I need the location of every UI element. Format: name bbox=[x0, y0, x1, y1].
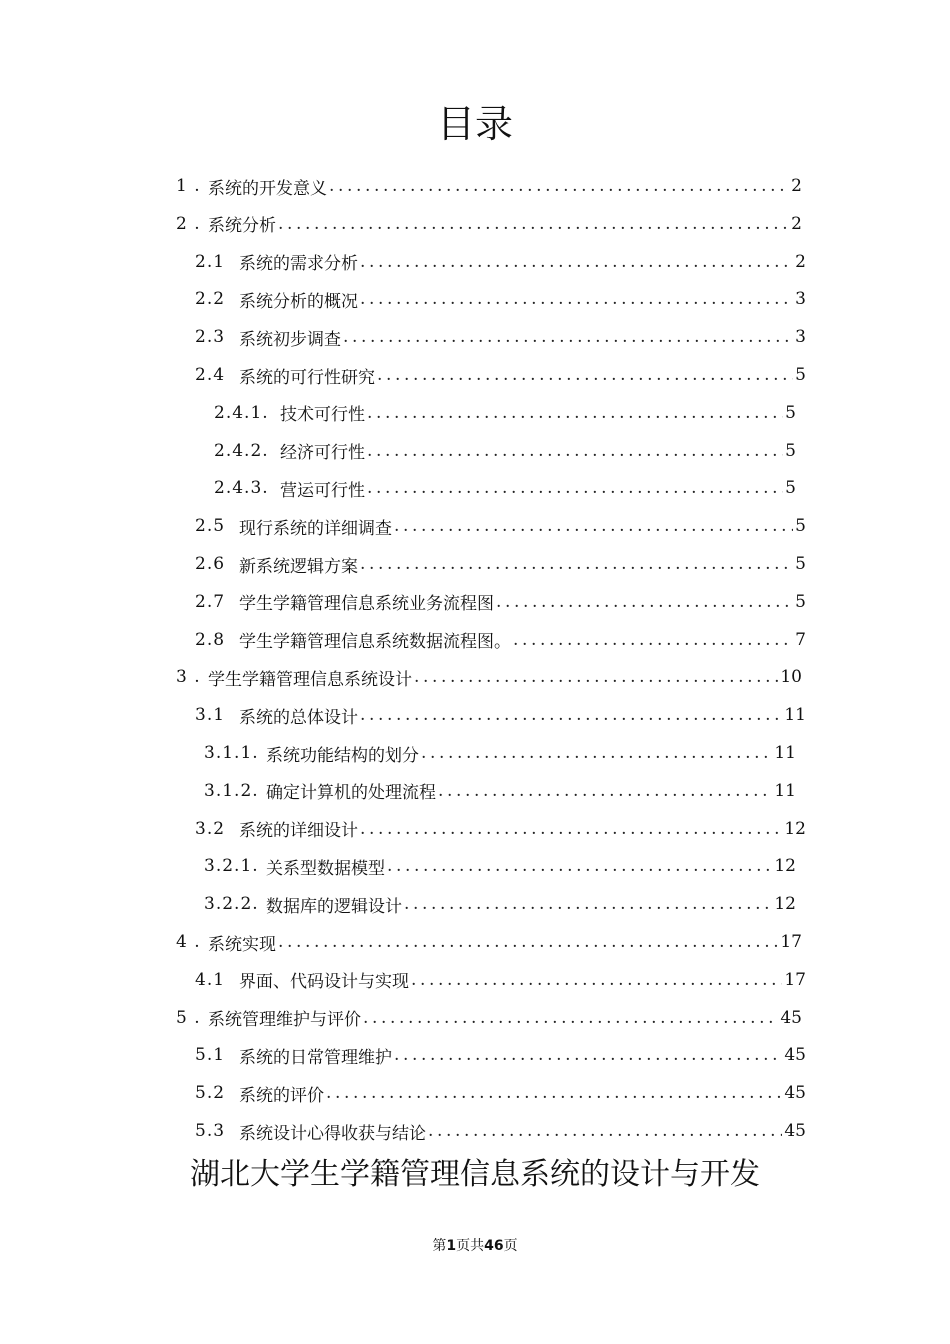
toc-entry-number: 5.3 bbox=[195, 1121, 226, 1141]
toc-entry-title: 系统初步调查 bbox=[239, 329, 341, 350]
toc-entry-title: 现行系统的详细调查 bbox=[239, 518, 392, 539]
toc-entry-title: 系统分析的概况 bbox=[239, 291, 358, 312]
toc-entry-number: 3.1 bbox=[195, 705, 226, 726]
toc-dot-leader bbox=[343, 327, 793, 347]
toc-entry-page: 12 bbox=[774, 856, 796, 877]
toc-entry-number: 3.2.2. bbox=[204, 894, 259, 915]
toc-dot-leader bbox=[428, 1121, 782, 1141]
toc-entry-number: 2.2 bbox=[195, 289, 226, 310]
toc-entry-number: 2 . bbox=[176, 213, 201, 234]
toc-entry-title: 系统的可行性研究 bbox=[239, 367, 375, 388]
toc-dot-leader bbox=[326, 1083, 782, 1103]
toc-entry-number: 2.1 bbox=[195, 251, 226, 272]
toc-dot-leader bbox=[394, 1045, 782, 1065]
toc-entry[interactable] bbox=[195, 583, 806, 621]
toc-entry-page: 11 bbox=[784, 705, 806, 726]
toc-dot-leader bbox=[367, 478, 783, 498]
toc-entry-page: 2 bbox=[791, 176, 802, 196]
toc-entry[interactable] bbox=[195, 318, 806, 356]
toc-entry[interactable] bbox=[176, 658, 802, 696]
toc-dot-leader bbox=[438, 781, 772, 801]
toc-entry-title: 系统实现 bbox=[208, 934, 276, 955]
toc-entry[interactable] bbox=[204, 734, 796, 772]
page-footer bbox=[0, 1236, 950, 1256]
toc-entry-number: 3 . bbox=[176, 667, 201, 688]
toc-entry-page: 11 bbox=[774, 743, 796, 763]
footer-total-pages: 46 bbox=[484, 1238, 504, 1254]
toc-entry-page: 5 bbox=[795, 554, 806, 574]
toc-entry-number: 2.7 bbox=[195, 591, 226, 612]
footer-prefix: 第 bbox=[432, 1238, 447, 1254]
toc-entry-number: 2.8 bbox=[195, 629, 226, 650]
toc-dot-leader bbox=[404, 894, 772, 914]
toc-entry-title: 系统设计心得收获与结论 bbox=[239, 1123, 426, 1144]
toc-entry-page: 2 bbox=[791, 213, 802, 234]
toc-entry-number: 3.2.1. bbox=[204, 856, 259, 877]
toc-entry[interactable] bbox=[214, 394, 796, 432]
toc-entry[interactable] bbox=[195, 1112, 806, 1150]
toc-dot-leader bbox=[421, 743, 772, 763]
toc-entry-page: 7 bbox=[795, 629, 806, 650]
toc-entry-page: 5 bbox=[785, 402, 796, 423]
toc-dot-leader bbox=[278, 214, 789, 234]
toc-entry-title: 系统分析 bbox=[208, 216, 276, 237]
toc-entry-title: 数据库的逻辑设计 bbox=[266, 896, 402, 917]
toc-dot-leader bbox=[278, 932, 778, 952]
toc-entry-title: 系统的详细设计 bbox=[239, 821, 358, 842]
toc-entry-page: 12 bbox=[774, 894, 796, 915]
toc-dot-leader bbox=[496, 592, 793, 612]
toc-entry[interactable] bbox=[204, 885, 796, 923]
toc-entry-title: 界面、代码设计与实现 bbox=[239, 972, 409, 993]
toc-entry-number: 5.1 bbox=[195, 1045, 226, 1066]
toc-entry-number: 3.1.2. bbox=[204, 780, 259, 801]
toc-entry-number: 5.2 bbox=[195, 1083, 226, 1104]
toc-entry-number: 3.2 bbox=[195, 818, 226, 839]
toc-entry-title: 系统的日常管理维护 bbox=[239, 1047, 392, 1068]
toc-entry-page: 17 bbox=[780, 932, 802, 952]
toc-dot-leader bbox=[360, 252, 793, 272]
toc-entry-title: 系统的需求分析 bbox=[239, 254, 358, 275]
toc-entry[interactable] bbox=[214, 469, 796, 507]
toc-entry-number: 2.6 bbox=[195, 554, 226, 574]
toc-entry-page: 17 bbox=[784, 969, 806, 990]
toc-entry-number: 4 . bbox=[176, 932, 201, 952]
toc-entry-title: 营运可行性 bbox=[280, 480, 365, 501]
toc-dot-leader bbox=[360, 705, 782, 725]
toc-dot-leader bbox=[394, 516, 793, 536]
toc-entry-title: 系统的开发意义 bbox=[208, 178, 327, 199]
toc-entry[interactable] bbox=[195, 507, 806, 545]
toc-dot-leader bbox=[367, 403, 783, 423]
toc-dot-leader bbox=[387, 856, 772, 876]
toc-entry-page: 12 bbox=[784, 818, 806, 839]
toc-entry[interactable] bbox=[204, 772, 796, 810]
toc-entry-title: 系统的评价 bbox=[239, 1085, 324, 1106]
toc-entry[interactable] bbox=[204, 847, 796, 885]
toc-entry-title: 学生学籍管理信息系统数据流程图。 bbox=[239, 632, 511, 653]
toc-entry-title: 技术可行性 bbox=[280, 405, 365, 426]
toc-entry-title: 系统功能结构的划分 bbox=[266, 745, 419, 766]
toc-entry[interactable] bbox=[195, 1074, 806, 1112]
toc-dot-leader bbox=[360, 819, 782, 839]
toc-entry[interactable] bbox=[195, 810, 806, 848]
toc-entry-page: 3 bbox=[795, 289, 806, 310]
footer-current-page: 1 bbox=[446, 1238, 457, 1254]
toc-entry-number: 2.5 bbox=[195, 516, 226, 537]
toc-entry-page: 10 bbox=[780, 667, 802, 688]
toc-dot-leader bbox=[360, 289, 793, 309]
toc-entry-page: 5 bbox=[795, 591, 806, 612]
toc-entry-title: 经济可行性 bbox=[280, 443, 365, 464]
toc-entry-page: 2 bbox=[795, 251, 806, 272]
toc-entry-number: 2.4.3. bbox=[214, 478, 269, 499]
toc-entry[interactable] bbox=[176, 999, 802, 1037]
toc-entry-number: 5 . bbox=[176, 1007, 201, 1028]
toc-entry-title: 学生学籍管理信息系统业务流程图 bbox=[239, 594, 494, 615]
toc-entry[interactable] bbox=[176, 167, 802, 205]
toc-entry-number: 4.1 bbox=[195, 969, 226, 990]
toc-entry[interactable] bbox=[195, 243, 806, 281]
toc-entry-page: 45 bbox=[784, 1083, 806, 1104]
footer-middle: 页共 bbox=[456, 1238, 485, 1254]
toc-dot-leader bbox=[363, 1008, 778, 1028]
document-heading: 湖北大学生学籍管理信息系统的设计与开发 bbox=[190, 1157, 760, 1192]
toc-entry-page: 45 bbox=[784, 1045, 806, 1066]
toc-entry-page: 3 bbox=[795, 327, 806, 348]
toc-entry[interactable] bbox=[195, 696, 806, 734]
toc-entry[interactable] bbox=[195, 1036, 806, 1074]
toc-entry-title: 确定计算机的处理流程 bbox=[266, 783, 436, 804]
toc-dot-leader bbox=[329, 176, 789, 196]
toc-entry-number: 2.4.1. bbox=[214, 402, 269, 423]
toc-entry-number: 2.4.2. bbox=[214, 440, 269, 461]
toc-entry-title: 系统管理维护与评价 bbox=[208, 1010, 361, 1031]
toc-dot-leader bbox=[360, 554, 793, 574]
toc-entry-number: 2.4 bbox=[195, 365, 226, 385]
toc-entry-title: 系统的总体设计 bbox=[239, 707, 358, 728]
toc-entry-page: 5 bbox=[795, 516, 806, 537]
toc-entry-page: 5 bbox=[785, 478, 796, 499]
toc-entry[interactable] bbox=[176, 923, 802, 961]
toc-entry-title: 关系型数据模型 bbox=[266, 858, 385, 879]
toc-entry-page: 45 bbox=[784, 1121, 806, 1141]
toc-entry-number: 2.3 bbox=[195, 327, 226, 348]
toc-dot-leader bbox=[513, 630, 793, 650]
toc-entry[interactable] bbox=[195, 961, 806, 999]
toc-dot-leader bbox=[411, 970, 782, 990]
toc-dot-leader bbox=[414, 667, 778, 687]
toc-entry-title: 学生学籍管理信息系统设计 bbox=[208, 669, 412, 690]
page-title: 目录 bbox=[436, 102, 513, 146]
toc-dot-leader bbox=[367, 441, 783, 461]
toc-entry[interactable] bbox=[195, 356, 806, 394]
toc-entry-number: 1 . bbox=[176, 176, 201, 196]
toc-entry[interactable] bbox=[195, 280, 806, 318]
toc-entry[interactable] bbox=[214, 432, 796, 470]
toc-dot-leader bbox=[377, 365, 793, 385]
toc-entry-number: 3.1.1. bbox=[204, 743, 259, 763]
toc-entry-page: 5 bbox=[785, 440, 796, 461]
toc-entry-page: 5 bbox=[795, 365, 806, 385]
footer-suffix: 页 bbox=[503, 1238, 518, 1254]
toc-entry-page: 11 bbox=[774, 780, 796, 801]
toc-entry[interactable] bbox=[176, 205, 802, 243]
toc-entry[interactable] bbox=[195, 545, 806, 583]
toc-entry-title: 新系统逻辑方案 bbox=[239, 556, 358, 577]
toc-entry[interactable] bbox=[195, 621, 806, 659]
toc-entry-page: 45 bbox=[780, 1007, 802, 1028]
